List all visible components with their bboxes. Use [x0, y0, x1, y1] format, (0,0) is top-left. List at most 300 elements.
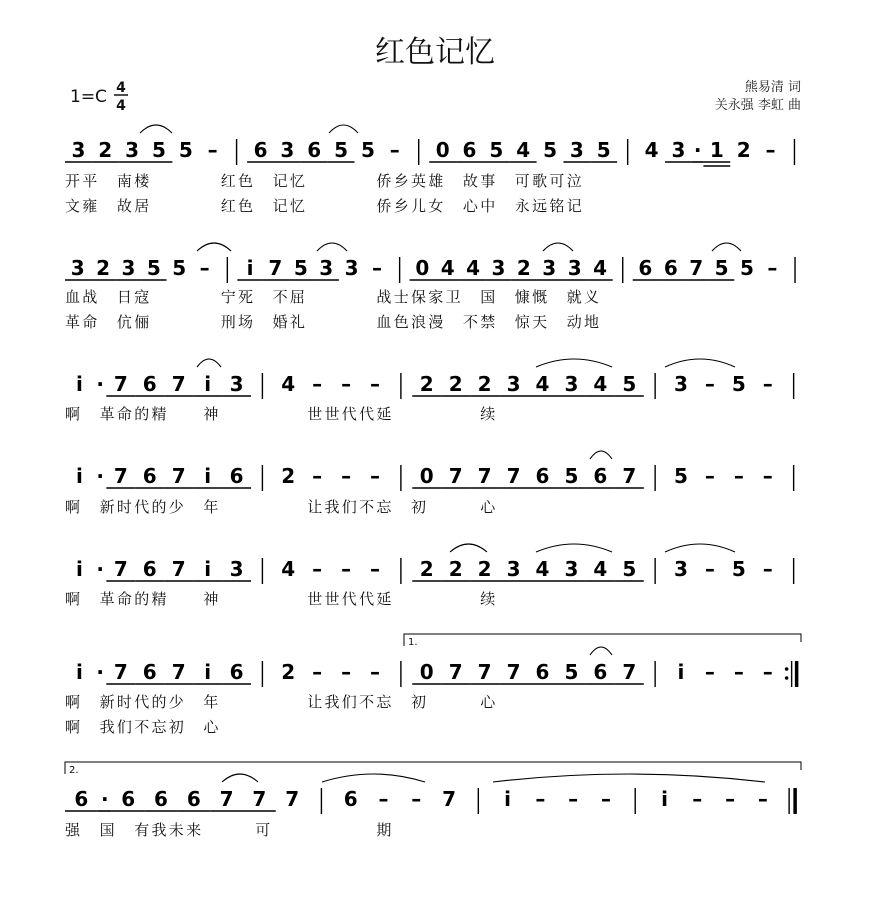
lyric-char: 让	[307, 498, 323, 516]
lyric-char: 忘	[376, 693, 392, 711]
lyric-char: 惊	[514, 313, 530, 331]
lyric-char: 卫	[445, 288, 461, 306]
note: 3	[671, 138, 686, 162]
score-row	[65, 660, 797, 736]
note: –	[757, 787, 768, 811]
note: 3	[229, 372, 244, 396]
lyric-char: 啊	[65, 718, 81, 736]
note: 5	[293, 256, 308, 280]
note: 5	[714, 256, 729, 280]
note: 3	[542, 256, 557, 280]
note: 3	[344, 256, 359, 280]
note: 5	[739, 256, 754, 280]
note: 0	[419, 660, 434, 684]
lyric-char: 不	[462, 313, 478, 331]
slur-mark	[329, 125, 358, 133]
lyric-char: 忆	[289, 172, 305, 190]
note: 7	[477, 660, 492, 684]
lyric-char: 初	[411, 498, 427, 516]
note: –	[704, 372, 715, 396]
note: –	[341, 372, 352, 396]
lyric-char: 代	[359, 405, 375, 423]
lyric-char: 的	[134, 590, 150, 608]
lyric-char: 日	[116, 288, 132, 306]
lyric-char: 远	[532, 197, 548, 215]
lyric-char: 初	[411, 693, 427, 711]
lyric-char: 地	[584, 313, 600, 331]
note: 7	[171, 464, 186, 488]
repeat-dot	[785, 667, 789, 671]
lyric-char: 英	[411, 172, 427, 190]
lyric-char: 让	[307, 693, 323, 711]
lyric-char: 国	[480, 288, 496, 306]
lyric-char: 侨	[376, 172, 392, 190]
lyric-char: 延	[376, 590, 392, 608]
lyric-char: 续	[480, 590, 496, 608]
lyric-char: 初	[168, 718, 184, 736]
note: –	[370, 557, 381, 581]
lyric-char: 义	[584, 288, 600, 306]
note: 7	[448, 660, 463, 684]
lyric-char: 世	[307, 590, 323, 608]
note: 7	[252, 787, 267, 811]
note: –	[370, 660, 381, 684]
lyric-char: 刑	[220, 313, 236, 331]
lyric-char: 慷	[514, 288, 530, 306]
lyric-char: 乡	[393, 197, 409, 215]
lyric-char: 啊	[65, 498, 81, 516]
note: 3	[491, 256, 506, 280]
lyric-char: 忘	[376, 498, 392, 516]
note: 2	[477, 372, 492, 396]
lyric-char: 代	[359, 590, 375, 608]
note: –	[762, 372, 773, 396]
note: 6	[74, 787, 89, 811]
lyric-char: 新	[99, 693, 115, 711]
note: 3	[125, 138, 140, 162]
lyric-char: 期	[376, 821, 392, 839]
slur-mark	[543, 243, 573, 251]
lyric-char: 血	[376, 313, 392, 331]
note: 3	[229, 557, 244, 581]
note: i	[76, 660, 83, 684]
note: –	[765, 138, 776, 162]
lyric-char: 精	[151, 590, 167, 608]
note: 7	[506, 660, 521, 684]
lyric-char: 的	[151, 498, 167, 516]
lyric-char: 宁	[220, 288, 236, 306]
note: 2	[448, 372, 463, 396]
lyric-char: 时	[116, 498, 132, 516]
lyric-char: 不	[134, 718, 150, 736]
lyric-char: 有	[134, 821, 150, 839]
lyric-char: 色	[238, 172, 254, 190]
note: i	[677, 660, 685, 684]
note: 7	[171, 557, 186, 581]
note: 6	[638, 256, 653, 280]
note: 2	[448, 557, 463, 581]
note: i	[504, 787, 512, 811]
lyric-char: 婚	[272, 313, 288, 331]
note: 7	[506, 464, 521, 488]
lyric-char: 场	[238, 313, 254, 331]
note: 7	[113, 464, 128, 488]
note: i	[76, 464, 83, 488]
note: 7	[268, 256, 283, 280]
note: 7	[219, 787, 234, 811]
note: 7	[171, 660, 186, 684]
note: –	[199, 256, 210, 280]
note: ·	[96, 660, 104, 684]
note: 6	[229, 464, 244, 488]
note: i	[204, 372, 212, 396]
note: –	[704, 557, 715, 581]
note: 4	[644, 138, 659, 162]
lyric-char: 我	[99, 718, 115, 736]
note: ·	[101, 787, 109, 811]
score-row	[65, 557, 794, 608]
note: 6	[593, 660, 608, 684]
slur-mark	[712, 243, 741, 251]
note: 4	[593, 557, 608, 581]
lyric-char: 心	[480, 693, 496, 711]
lyric-char: 礼	[289, 313, 305, 331]
note: 1	[709, 138, 724, 162]
note: 3	[70, 256, 85, 280]
lyric-char: 代	[134, 693, 150, 711]
note: 3	[121, 256, 136, 280]
note: 3	[674, 557, 688, 581]
note: 6	[186, 787, 201, 811]
slur-mark	[536, 359, 612, 367]
note: 4	[516, 138, 531, 162]
note: –	[704, 464, 715, 488]
note: 6	[142, 557, 157, 581]
lyric-char: 女	[428, 197, 444, 215]
note: 6	[142, 660, 157, 684]
lyric-char: 泣	[566, 172, 582, 190]
note: 6	[343, 787, 358, 811]
note: i	[76, 557, 83, 581]
lyric-char: 我	[151, 821, 167, 839]
note: 5	[622, 372, 637, 396]
note: 7	[689, 256, 704, 280]
note: –	[762, 464, 773, 488]
lyric-char: 家	[428, 288, 444, 306]
lyric-char: 楼	[134, 172, 150, 190]
note: i	[204, 464, 212, 488]
song-title: 红色记忆	[375, 35, 495, 70]
note: 4	[466, 256, 481, 280]
note: 7	[442, 787, 457, 811]
note: 2	[281, 464, 296, 488]
note: 2	[419, 557, 434, 581]
lyric-char: 禁	[480, 313, 496, 331]
note: 3	[319, 256, 334, 280]
lyric-char: 红	[220, 197, 236, 215]
score-rows	[65, 138, 797, 839]
note: –	[378, 787, 389, 811]
lyric-char: 们	[341, 693, 357, 711]
lyric-char: 铭	[549, 197, 565, 215]
note: 2	[477, 557, 492, 581]
lyric-char: 事	[480, 172, 496, 190]
note: 5	[731, 557, 746, 581]
note: 2	[96, 256, 111, 280]
note: i	[204, 660, 212, 684]
lyric-char: 的	[151, 693, 167, 711]
lyric-char: 动	[566, 313, 582, 331]
lyric-char: 神	[203, 405, 219, 423]
lyric-char: 死	[238, 288, 254, 306]
note: 5	[172, 256, 187, 280]
lyric-char: 啊	[65, 405, 81, 423]
lyric-char: 代	[341, 590, 357, 608]
lyric-char: 啊	[65, 693, 81, 711]
note: 4	[535, 372, 550, 396]
lyric-char: 保	[411, 288, 427, 306]
score-row	[65, 138, 794, 215]
note: 6	[307, 138, 322, 162]
lyric-char: 强	[65, 821, 81, 839]
lyric-char: 代	[134, 498, 150, 516]
lyric-char: 慨	[532, 288, 548, 306]
lyric-char: 国	[99, 821, 115, 839]
slur-mark	[197, 359, 221, 367]
lyric-char: 来	[186, 821, 202, 839]
note: 7	[171, 372, 186, 396]
composer-credit: 关永强 李虹 曲	[714, 98, 801, 113]
lyric-char: 雄	[428, 172, 444, 190]
note: 7	[113, 557, 128, 581]
lyric-char: 浪	[411, 313, 427, 331]
lyric-char: 代	[341, 405, 357, 423]
lyric-char: 革	[65, 313, 81, 331]
slur-mark	[140, 125, 172, 133]
note: 3	[567, 256, 582, 280]
lyric-char: 们	[341, 498, 357, 516]
lyric-char: 血	[65, 288, 81, 306]
note: 5	[334, 138, 349, 162]
lyric-char: 可	[514, 172, 530, 190]
note: –	[341, 660, 352, 684]
lyric-char: 革	[99, 405, 115, 423]
slur-mark	[665, 544, 735, 552]
lyric-char: 未	[168, 821, 184, 839]
note: –	[767, 256, 778, 280]
note: 6	[121, 787, 136, 811]
note: 3	[506, 557, 521, 581]
lyric-char: 永	[514, 197, 530, 215]
lyric-char: 心	[203, 718, 219, 736]
note: 5	[489, 138, 504, 162]
lyric-char: 士	[393, 288, 409, 306]
lyric-char: 记	[566, 197, 582, 215]
slur-mark	[590, 647, 612, 655]
lyricist-credit: 熊易清 词	[744, 80, 801, 95]
note: 6	[154, 787, 168, 811]
note: 7	[285, 787, 300, 811]
lyric-char: 文	[65, 197, 81, 215]
note: 3	[280, 138, 295, 162]
slur-mark	[536, 544, 612, 552]
note: –	[733, 660, 744, 684]
note: 5	[622, 557, 637, 581]
note: 5	[564, 464, 579, 488]
lyric-char: 红	[220, 172, 236, 190]
lyric-char: 战	[82, 288, 98, 306]
lyric-char: 不	[272, 288, 288, 306]
note: 5	[731, 372, 746, 396]
note: 6	[535, 660, 550, 684]
lyric-char: 故	[116, 197, 132, 215]
lyric-char: 时	[116, 693, 132, 711]
note: 5	[596, 138, 611, 162]
note: 7	[113, 372, 128, 396]
repeat-dot	[785, 676, 789, 680]
note: –	[535, 787, 546, 811]
lyric-char: 忘	[151, 718, 167, 736]
lyric-char: 屈	[289, 288, 305, 306]
note: –	[341, 464, 352, 488]
time-signature-unit: 4	[116, 98, 126, 114]
lyric-char: 年	[203, 693, 219, 711]
note: –	[341, 557, 352, 581]
note: –	[371, 256, 382, 280]
note: –	[312, 557, 323, 581]
lyric-char: 色	[238, 197, 254, 215]
note: 5	[146, 256, 161, 280]
lyric-char: 寇	[134, 288, 150, 306]
lyric-char: 记	[272, 172, 288, 190]
note: ·	[693, 138, 702, 162]
lyric-char: 开	[65, 172, 81, 190]
note: –	[762, 660, 773, 684]
lyric-char: 命	[116, 405, 132, 423]
slur-mark	[322, 774, 425, 782]
note: 4	[281, 557, 296, 581]
lyric-char: 俪	[134, 313, 150, 331]
note: 5	[360, 138, 375, 162]
lyric-char: 革	[99, 590, 115, 608]
note: 4	[593, 256, 608, 280]
lyric-char: 命	[82, 313, 98, 331]
note: i	[76, 372, 83, 396]
note: i	[246, 256, 254, 280]
lyric-char: 世	[307, 405, 323, 423]
lyric-char: 可	[255, 821, 271, 839]
time-signature-beats: 4	[116, 80, 126, 96]
score-row	[65, 787, 795, 839]
lyric-char: 儿	[411, 197, 427, 215]
note: –	[312, 660, 323, 684]
note: 6	[593, 464, 608, 488]
note: ·	[96, 557, 104, 581]
slur-mark	[317, 243, 347, 251]
lyric-char: 世	[324, 405, 340, 423]
note: –	[312, 372, 323, 396]
note: 3	[564, 557, 579, 581]
lyric-char: 少	[168, 693, 184, 711]
note: 2	[736, 138, 751, 162]
lyric-char: 世	[324, 590, 340, 608]
note: i	[204, 557, 212, 581]
note: 7	[477, 464, 492, 488]
note: 0	[435, 138, 450, 162]
note: 2	[419, 372, 434, 396]
slur-mark	[197, 243, 231, 251]
slur-mark	[493, 774, 765, 782]
lyric-char: 心	[462, 197, 478, 215]
lyric-char: 战	[376, 288, 392, 306]
note: –	[370, 464, 381, 488]
lyric-char: 南	[116, 172, 132, 190]
note: –	[762, 557, 773, 581]
lyric-char: 歌	[532, 172, 548, 190]
lyric-char: 天	[532, 313, 548, 331]
lyric-char: 就	[566, 288, 582, 306]
lyric-char: 命	[116, 590, 132, 608]
lyric-char: 忆	[289, 197, 305, 215]
lyric-char: 记	[272, 197, 288, 215]
note: i	[661, 787, 668, 811]
note: 7	[622, 464, 637, 488]
note: 6	[462, 138, 477, 162]
note: 3	[71, 138, 86, 162]
note: 3	[569, 138, 584, 162]
lyric-char: 乡	[393, 172, 409, 190]
lyric-char: 神	[203, 590, 219, 608]
lyric-char: 我	[324, 693, 340, 711]
note: –	[733, 464, 744, 488]
lyric-char: 啊	[65, 590, 81, 608]
note: 5	[674, 464, 688, 488]
note: –	[725, 787, 736, 811]
note: 6	[535, 464, 550, 488]
lyric-char: 们	[116, 718, 132, 736]
note: 5	[564, 660, 579, 684]
note: –	[692, 787, 703, 811]
note: –	[370, 372, 381, 396]
note: 2	[98, 138, 113, 162]
note: 7	[113, 660, 128, 684]
note: –	[600, 787, 611, 811]
score-row	[65, 372, 794, 423]
note: 2	[281, 660, 296, 684]
lyric-char: 心	[480, 498, 496, 516]
note: 6	[663, 256, 678, 280]
note: 0	[415, 256, 430, 280]
note: ·	[96, 372, 104, 396]
note: 6	[253, 138, 268, 162]
note: 4	[281, 372, 296, 396]
note: –	[704, 660, 715, 684]
note: 5	[178, 138, 193, 162]
note: 0	[419, 464, 434, 488]
lyric-char: 不	[359, 498, 375, 516]
note: 4	[535, 557, 550, 581]
key-signature: 1=C	[70, 87, 107, 107]
lyric-char: 平	[82, 172, 98, 190]
note: 5	[543, 138, 557, 162]
score-row	[65, 464, 794, 516]
score-row	[65, 256, 795, 331]
lyric-char: 续	[480, 405, 496, 423]
lyric-char: 我	[324, 498, 340, 516]
note: 7	[448, 464, 463, 488]
volta-second-label: 2.	[69, 765, 79, 776]
note: –	[411, 787, 422, 811]
